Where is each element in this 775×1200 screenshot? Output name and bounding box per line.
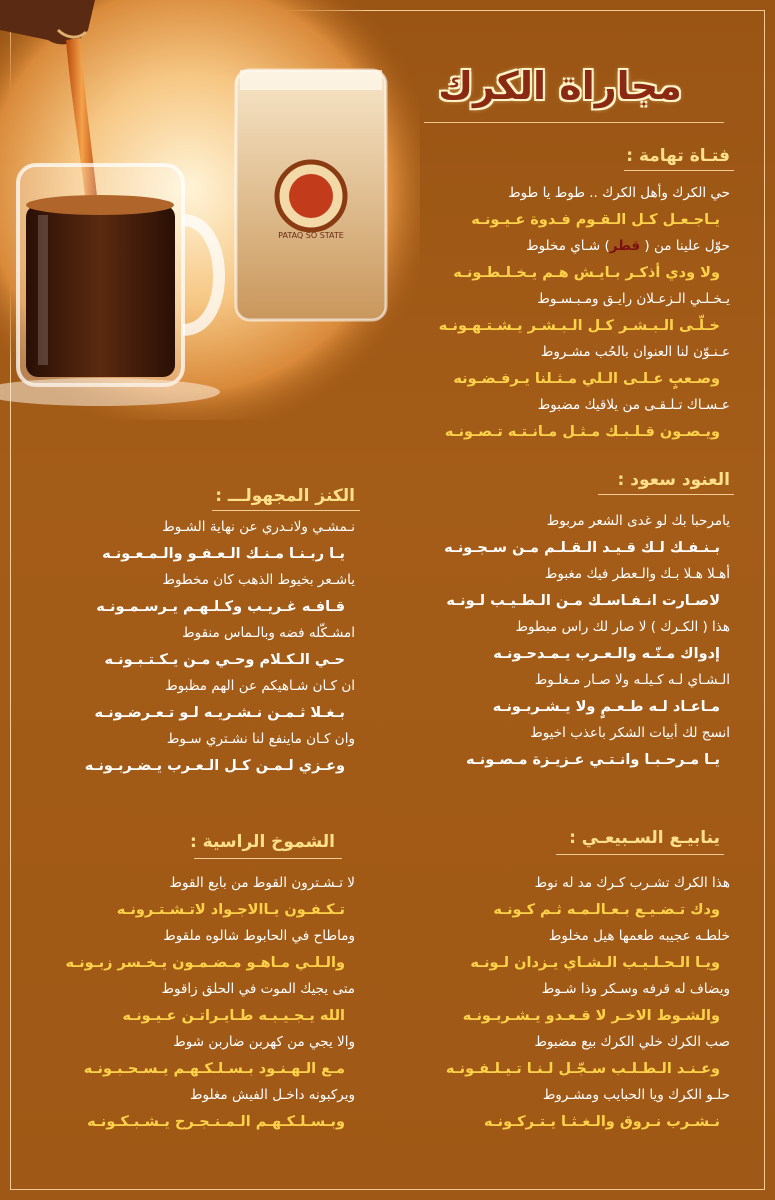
verse-line: خلطـه عجيبه طعمها هيل مخلوط — [548, 928, 730, 944]
verse-line: مـع الـهـنـود بـسـلـكـهـم يـسـحـبـونـه — [83, 1060, 345, 1077]
karak-tea-photo — [0, 0, 420, 420]
verse-line: يـخـلـي الـزعـلان رايـق ومـبـسـوط — [537, 291, 730, 307]
verse-line: والشـوط الاخـر لا قـعـدو يـشـربـونـه — [462, 1007, 720, 1024]
verse-line: وصـعبٍ عـلـى الـلي مـثـلنا يـرفـضـونه — [453, 370, 720, 387]
poem-alshumookh — [15, 870, 355, 1135]
section-heading-fatat-tihama: فتـاة تهامة : — [626, 146, 730, 166]
section-divider — [194, 858, 342, 859]
verse-line: مـاعـاد لـه طـعـمٍ ولا يـشـربـونـه — [492, 698, 720, 715]
verse-line: الله يـجـيـبـه طـايـراتـن عـيـونـه — [122, 1007, 345, 1024]
verse-line: نـشـرب نـروق والـغـثـا يـتـركـونـه — [483, 1113, 720, 1130]
verse-line: ولا ودي أذكـر بـايـش هـم يـخـلـطـونـه — [453, 264, 720, 281]
verse-line: خـلّـى الـبـشـر كـل الـبـشـر يـشـتـهـونـه — [438, 317, 720, 334]
section-divider — [212, 510, 360, 511]
poem-yanabee — [390, 870, 730, 1135]
verse-line: يـاجـعـل كـل الـقـوم فـدوة عـيـونـه — [471, 211, 720, 228]
verse-line: انسج لك أبيات الشكر باعذب اخيوط — [530, 725, 730, 741]
verse-line: حلـو الكرك ويا الحبايب ومشـروط — [542, 1087, 730, 1103]
section-heading-yanabee: ينابيـع السـبيعـي : — [569, 828, 720, 848]
verse-line: بـغـلا ثـمـن نـشـريـه لـو تـعـرضـونـه — [94, 704, 345, 721]
section-heading-alanood-saud: العنود سعود : — [617, 470, 730, 490]
verse-line: صب الكرك خلي الكرك بيع مضبوط — [534, 1034, 730, 1050]
verse-line: إدواك مـنّـه والـعـرب يـمـدحـونـه — [493, 645, 720, 662]
verse-line: والا يجي من كهربن ضاربن شوط — [173, 1034, 355, 1050]
verse-line: يـا مـرحـبـا وانـتـي عـزيـزة مـصـونـه — [466, 751, 720, 768]
verse-line: وان كـان ماينفع لنا نشـتري سـوط — [166, 731, 355, 747]
section-divider — [556, 854, 724, 855]
qatar-word: قطر — [609, 238, 641, 254]
verse-line: عـنـوّن لنا العنوان بالحُب مشـروط — [540, 344, 730, 360]
title-divider — [424, 122, 724, 123]
verse-line: وماطاح في الحابوط شالوه ملقوط — [163, 928, 355, 944]
verse-line: حي الكرك وأهل الكرك .. طوط يا طوط — [508, 185, 730, 201]
section-divider — [598, 494, 734, 495]
verse-text: حوّل علينا من ( — [640, 238, 730, 254]
tea-cups-illustration — [0, 0, 420, 420]
verse-line — [390, 233, 730, 260]
verse-line: ويركبونه داخـل الفيش مغلوط — [189, 1087, 355, 1103]
verse-line: الـشـاي لـه كـيلـه ولا صـار مـغلـوط — [534, 672, 730, 688]
verse-line: وبـسـلـكـهـم الـمـنـجـرح يـشـبـكـونـه — [87, 1113, 345, 1130]
verse-line: عـسـاك تـلـقـى من يلاقيك مضبوط — [537, 397, 730, 413]
verse-line: تـكـفـون يـاالاجـواد لاتـشـتـرونـه — [116, 901, 345, 918]
verse-line: ويضاف له قرفه وسـكر وذا شـوط — [541, 981, 730, 997]
verse-line: متى يجيك الموت في الحلق زاقوط — [161, 981, 355, 997]
verse-line: أهـلا هـلا بـك والـعطر فيك مغبوط — [544, 566, 730, 582]
verse-line: يامرحبا بك لو غدى الشعر مربوط — [546, 513, 730, 529]
poem-alkanz — [15, 514, 355, 779]
verse-line: هذا ( الكـرك ) لا صار لك راس مبطوط — [515, 619, 730, 635]
verse-line: ودك تـضـيـع بـعـالـمـه ثـم كـونـه — [493, 901, 720, 918]
verse-line: ويـا الـحـلـيـب الـشـاي يـزدان لـونـه — [470, 954, 720, 971]
section-divider — [624, 170, 734, 171]
poem-fatat-tihama — [390, 180, 730, 445]
verse-text: ) شـاي مخلوط — [526, 238, 610, 254]
cup-logo-text: PATAQ SO STATE — [278, 231, 344, 240]
verse-line: ويـصـون قـلـبـك مـثـل مـانـتـه تـصـونـه — [444, 423, 720, 440]
verse-line: امشـكّله فضه وبالـماس منقوط — [182, 625, 355, 641]
poem-alanood-saud — [390, 508, 730, 773]
verse-line: حـي الـكـلام وحـي مـن يـكـتـبـونـه — [104, 651, 345, 668]
verse-line: لا تـشـترون القوط من بايع القوط — [169, 875, 355, 891]
verse-line: هذا الكرك تشـرب كـرك مد له نوط — [534, 875, 730, 891]
verse-line: نـمشـي ولانـدري عن نهاية الشـوط — [162, 519, 355, 535]
verse-line: ياشـعر بخيوط الذهب كان مخطوط — [162, 572, 355, 588]
verse-line: قـافـه غـريـب وكـلـهـم يـرسـمـونـه — [96, 598, 345, 615]
verse-line: لاصـارت انـفـاسـك مـن الـطـيـب لـونـه — [446, 592, 720, 609]
verse-line: بـنـفـك لـك قـيـد الـقـلـم مـن سـجـونـه — [444, 539, 720, 556]
verse-line: ان كـان شـاهيكم عن الهم مظبوط — [165, 678, 355, 694]
verse-line: يـا ربـنـا مـنـك الـعـفـو والـمـعـونـه — [102, 545, 345, 562]
section-heading-alshumookh: الشموخ الراسية : — [189, 832, 335, 852]
section-heading-alkanz: الكنز المجهولـــ : — [215, 486, 355, 506]
page-title: مجاراة الكرك — [438, 64, 682, 108]
verse-line: والـلـي مـاهـو مـضـمـون يـخـسر زبـونـه — [65, 954, 345, 971]
verse-line: وعـزي لـمـن كـل الـعـرب يـضـربـونـه — [84, 757, 345, 774]
verse-line: وعـنـد الـطـلـب سـجّـل لـنـا تـيـلـفـونـه — [445, 1060, 720, 1077]
